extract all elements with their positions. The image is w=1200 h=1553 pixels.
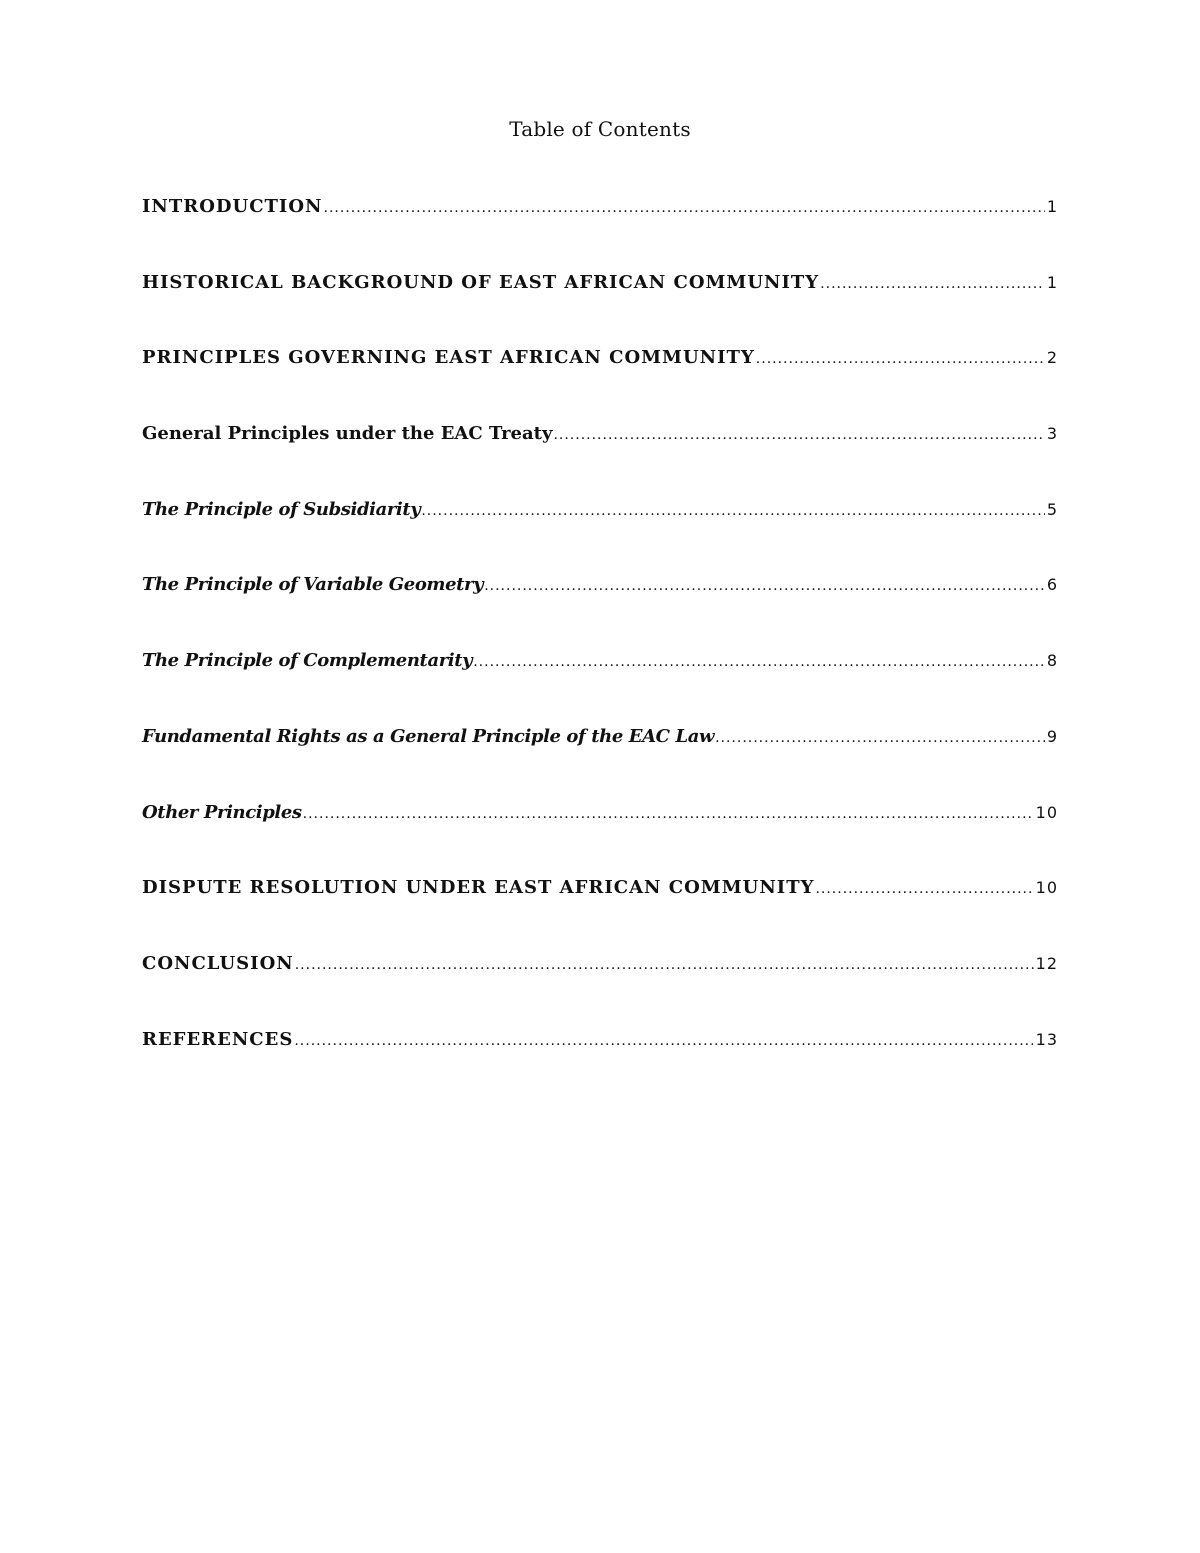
toc-entry-subsidiarity[interactable] — [142, 496, 1058, 572]
dot-leader — [820, 270, 1045, 298]
toc-entry-label: PRINCIPLES GOVERNING EAST AFRICAN COMMUNITY — [142, 347, 755, 369]
toc-entry-references[interactable] — [142, 1026, 1058, 1102]
toc-entry-page-number: 13 — [1035, 1029, 1058, 1049]
toc-entry-principles-governing[interactable] — [142, 344, 1058, 420]
toc-entry-label: DISPUTE RESOLUTION UNDER EAST AFRICAN COMMUNITY — [142, 877, 815, 899]
toc-entry-page-number: 10 — [1035, 878, 1058, 898]
toc-entry-label: INTRODUCTION — [142, 196, 323, 217]
toc-entry-introduction[interactable] — [142, 193, 1058, 269]
toc-entry-label: The Principle of Subsidiarity — [142, 498, 421, 520]
toc-entry-page-number: 1 — [1046, 197, 1058, 216]
toc-entry-page-number: 10 — [1035, 802, 1058, 822]
toc-entry-historical-background[interactable] — [142, 269, 1058, 345]
dot-leader — [295, 951, 1034, 979]
toc-entry-dispute-resolution[interactable] — [142, 874, 1058, 950]
toc-entry-label: General Principles under the EAC Treaty — [142, 423, 553, 445]
toc-entry-label: The Principle of Variable Geometry — [142, 574, 484, 596]
toc-entry-variable-geometry[interactable] — [142, 571, 1058, 647]
dot-leader — [756, 345, 1045, 373]
toc-entry-page-number: 12 — [1035, 953, 1058, 973]
page-title: Table of Contents — [509, 117, 691, 141]
dot-leader — [715, 724, 1045, 752]
toc-entry-page-number: 3 — [1046, 424, 1058, 444]
dot-leader — [294, 1027, 1033, 1055]
dot-leader — [303, 800, 1034, 828]
dot-leader — [324, 194, 1045, 222]
toc-entry-page-number: 1 — [1046, 272, 1058, 292]
dot-leader — [484, 572, 1045, 600]
dot-leader — [421, 497, 1044, 525]
toc-entry-label: Other Principles — [142, 801, 302, 823]
dot-leader — [473, 648, 1045, 676]
toc-entry-conclusion[interactable] — [142, 950, 1058, 1026]
toc-list — [142, 193, 1058, 1101]
toc-entry-label: REFERENCES — [142, 1028, 294, 1050]
toc-entry-page-number: 6 — [1046, 575, 1058, 595]
toc-entry-page-number: 8 — [1046, 651, 1058, 671]
toc-entry-page-number: 9 — [1046, 726, 1058, 746]
toc-entry-label: HISTORICAL BACKGROUND OF EAST AFRICAN COMMUNITY — [142, 271, 820, 293]
toc-entry-label: Fundamental Rights as a General Principle of the EAC Law — [142, 725, 715, 747]
toc-entry-label: CONCLUSION — [142, 952, 294, 974]
toc-entry-label: The Principle of Complementarity — [142, 650, 473, 672]
toc-entry-page-number: 5 — [1046, 499, 1058, 519]
toc-entry-fundamental-rights[interactable] — [142, 723, 1058, 799]
dot-leader — [553, 421, 1044, 449]
toc-entry-complementarity[interactable] — [142, 647, 1058, 723]
toc-entry-general-principles[interactable] — [142, 420, 1058, 496]
toc-entry-page-number: 2 — [1046, 348, 1058, 368]
dot-leader — [815, 875, 1033, 903]
toc-entry-other-principles[interactable] — [142, 799, 1058, 875]
